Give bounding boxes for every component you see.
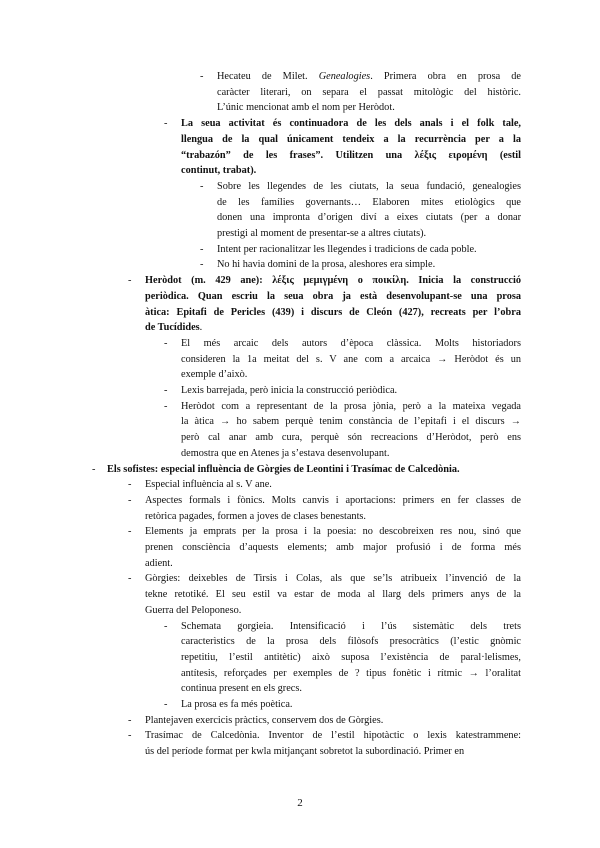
list-bullet-dash: - bbox=[128, 730, 132, 742]
text-segment: de les famílies governants… Elaboren mites etiològics que bbox=[217, 196, 521, 208]
text-line bbox=[145, 494, 521, 508]
text-segment: exemple d’això. bbox=[181, 369, 248, 381]
text-segment: prenen consciència d’aquests elements; amb major profusió i de forma més bbox=[145, 542, 521, 553]
text-line bbox=[145, 510, 521, 524]
list-bullet-dash: - bbox=[200, 180, 204, 192]
list-bullet-dash: - bbox=[92, 463, 96, 475]
text-line bbox=[181, 651, 521, 665]
list-bullet-dash: - bbox=[164, 337, 168, 349]
text-line bbox=[145, 306, 521, 320]
text-segment: Genealogies bbox=[318, 71, 371, 82]
text-line bbox=[217, 86, 521, 100]
text-segment: caracterìstics de la prosa dels filòsofs presocràtics (l’estic gnòmic bbox=[181, 636, 521, 648]
page-number: 2 bbox=[297, 797, 303, 809]
text-segment: tekne retotiké. El seu estil va estar de moda al llarg dels primers anys de la bbox=[145, 589, 521, 601]
text-segment: àtica: Epitafi de Pericles (439) i discurs de Cleón (427), recreats per l’obra bbox=[145, 306, 521, 318]
text-segment: Elements ja emprats per la prosa i la poesia: no descobreixen res nou, sinó que bbox=[145, 526, 521, 538]
text-line bbox=[181, 620, 521, 634]
text-line bbox=[145, 729, 521, 743]
text-segment: periòdica. Quan escriu la seua obra ja està desenvolupant-se una prosa bbox=[145, 290, 521, 302]
text-line bbox=[145, 290, 521, 304]
text-line bbox=[181, 133, 521, 147]
list-bullet-dash: - bbox=[128, 526, 132, 538]
text-line bbox=[217, 243, 521, 257]
list-bullet-dash: - bbox=[164, 699, 168, 710]
text-line bbox=[181, 431, 521, 445]
text-segment: però cal anar amb cura, perquè són recreacions d’Heròdot, però ens bbox=[181, 432, 521, 444]
list-bullet-dash: - bbox=[164, 620, 168, 632]
text-line bbox=[181, 682, 521, 696]
text-line bbox=[145, 745, 521, 759]
text-segment: donen una impronta d’origen diví a eixes ciutats (per a donar bbox=[217, 212, 521, 224]
text-segment: No hi havia domini de la prosa, aleshores era simple. bbox=[217, 259, 436, 271]
list-bullet-dash: - bbox=[200, 243, 204, 255]
text-segment: consideren la 1a meitat del s. V ane com a arcaica → Heròdot és un bbox=[181, 353, 521, 365]
text-line bbox=[145, 572, 521, 586]
text-segment: Heròdot (m. 429 ane): λέξις μεμιγμένη ο ποικίλη. Inicia la construcció bbox=[145, 275, 521, 287]
text-segment: La seua activitat és continuadora de les dels anals i el folk tale, bbox=[181, 118, 521, 130]
text-segment: El més arcaic dels autors d’època clàssica. Molts historiadors bbox=[181, 337, 521, 349]
text-segment: adient. bbox=[145, 557, 173, 569]
text-segment: Plantejaven exercicis pràctics, conservem dos de Gòrgies. bbox=[145, 714, 384, 726]
text-line bbox=[181, 698, 521, 712]
list-bullet-dash: - bbox=[128, 573, 132, 585]
text-segment: Guerra del Peloponeso. bbox=[145, 604, 242, 616]
text-line bbox=[107, 463, 521, 477]
text-segment: Sobre les llegendes de les ciutats, la seua fundació, genealogies bbox=[217, 180, 521, 192]
list-bullet-dash: - bbox=[128, 275, 132, 287]
text-line bbox=[217, 101, 521, 115]
text-segment: Els sofistes: especial influència de Gòrgies de Leontini i Trasímac de Calcedònia. bbox=[107, 463, 460, 475]
text-segment: Especial influència al s. V ane. bbox=[145, 479, 272, 491]
text-line bbox=[181, 415, 521, 429]
text-segment: antítesis, reforçades per exemples de ? tipus fonètic i rítmic → l’oralitat bbox=[181, 667, 521, 679]
text-line bbox=[145, 557, 521, 571]
text-segment: llengua de la qual únicament tendeix a la recurrència per a la bbox=[181, 133, 521, 145]
text-segment: demostra que en Atenes ja s’estava desenvolupant. bbox=[181, 447, 390, 459]
text-line bbox=[145, 541, 521, 555]
text-segment: Heròdot com a representant de la prosa jònia, però a la mateixa vegada bbox=[181, 400, 521, 412]
text-segment: Gòrgies: deixebles de Tirsis i Colas, als que se’ls atribueix l’invenció de la bbox=[145, 573, 521, 585]
text-line bbox=[181, 337, 521, 351]
text-segment: . bbox=[199, 322, 203, 334]
list-bullet-dash: - bbox=[164, 385, 168, 396]
text-line bbox=[217, 196, 521, 210]
text-line bbox=[181, 667, 521, 681]
text-line bbox=[181, 400, 521, 414]
text-segment: la àtica → ho sabem perquè tenim constància de l’epitafi i el discurs → bbox=[181, 416, 521, 428]
text-line bbox=[181, 353, 521, 367]
text-line bbox=[181, 635, 521, 649]
text-line bbox=[181, 368, 521, 382]
list-bullet-dash: - bbox=[164, 400, 168, 412]
text-line bbox=[145, 588, 521, 602]
list-bullet-dash: - bbox=[128, 714, 132, 726]
text-line bbox=[217, 180, 521, 194]
text-segment: continut, trabat). bbox=[181, 165, 257, 177]
text-line bbox=[217, 227, 521, 241]
text-segment: Intent per racionalitzar les llegendes i tradicions de cada poble. bbox=[217, 243, 477, 255]
list-bullet-dash: - bbox=[128, 479, 132, 491]
list-bullet-dash: - bbox=[164, 118, 168, 130]
text-segment: ús del període format per kwla mitjançant sobretot la subordinació. Primer en bbox=[145, 746, 465, 758]
text-segment: Trasímac de Calcedònia. Inventor de l’estil hipotàctic o lexis katestrammene: bbox=[145, 730, 521, 742]
text-segment: Aspectes formals i fònics. Molts canvis i aportacions: primers en fer classes de bbox=[145, 494, 521, 506]
text-line bbox=[217, 211, 521, 225]
text-segment: retòrica pagades, formen a joves de clases benestants. bbox=[145, 510, 367, 522]
text-line bbox=[145, 525, 521, 539]
text-segment: de Tucídides bbox=[145, 322, 200, 334]
text-line bbox=[181, 117, 521, 131]
text-segment: caràcter literari, on separa el passat mitològic del històric. bbox=[217, 86, 521, 98]
text-line bbox=[217, 258, 521, 272]
text-line bbox=[181, 164, 521, 178]
text-line bbox=[145, 274, 521, 288]
text-segment: L’únic mencionat amb el nom per Heròdot. bbox=[217, 102, 395, 114]
text-segment: Schemata gorgieia. Intensificació i l’ús sistemàtic dels trets bbox=[181, 620, 521, 632]
text-segment: Lexis barrejada, però inicia la construcció periòdica. bbox=[181, 385, 398, 396]
text-line bbox=[181, 149, 521, 163]
list-bullet-dash: - bbox=[200, 259, 204, 271]
text-line bbox=[145, 604, 521, 618]
text-line bbox=[217, 70, 521, 84]
text-line bbox=[145, 714, 521, 728]
text-line bbox=[181, 384, 521, 398]
text-line bbox=[145, 478, 521, 492]
text-line bbox=[181, 447, 521, 461]
text-segment: Hecateu de Milet. bbox=[217, 71, 319, 82]
text-segment: continua present en els grecs. bbox=[181, 683, 302, 695]
text-line bbox=[145, 321, 521, 335]
text-segment: . Primera obra en prosa de bbox=[370, 71, 521, 82]
text-segment: repetitiu, l’estil antitètic) això suposa l’existència de paral·lelismes, bbox=[181, 651, 521, 663]
text-segment: “trabazón” de les frases”. Utilitzen una λέξις ειρομένη (estil bbox=[181, 149, 521, 161]
text-segment: prestigi al moment de presentar-se a altres ciutats). bbox=[217, 228, 427, 239]
list-bullet-dash: - bbox=[128, 494, 132, 506]
text-segment: La prosa es fa més poètica. bbox=[181, 699, 293, 710]
list-bullet-dash: - bbox=[200, 71, 204, 82]
